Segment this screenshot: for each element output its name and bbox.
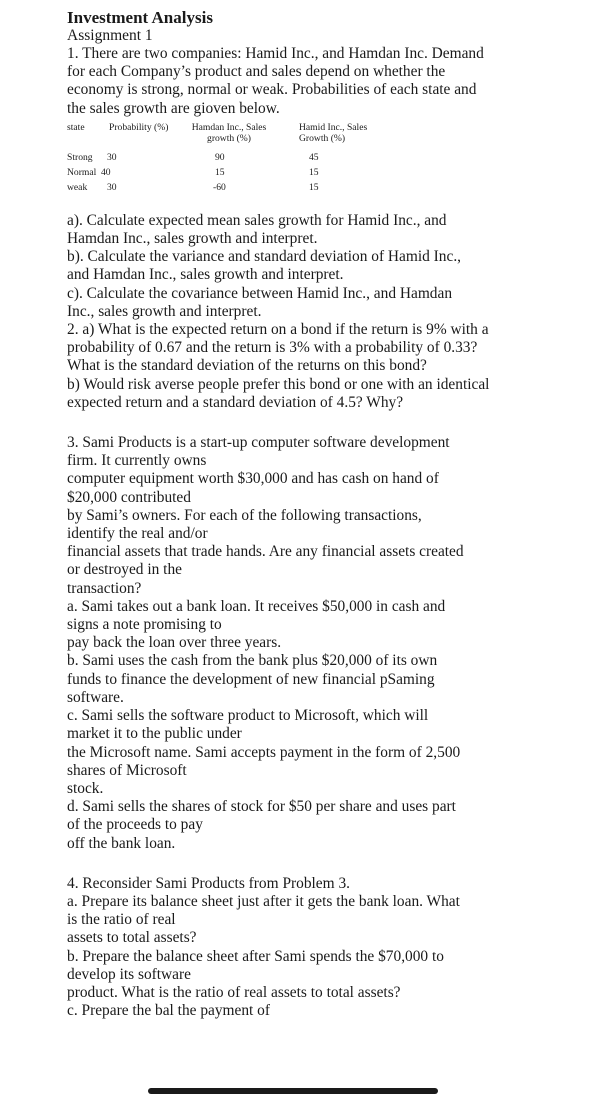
table-row-3-state: weak — [67, 181, 88, 193]
question-4c: c. Prepare the bal the payment of — [67, 1002, 270, 1020]
question-4a: a. Prepare its balance sheet just after it gets the bank loan. What is the ratio of real assets to total assets? — [67, 892, 460, 947]
table-header-state: state — [67, 121, 85, 133]
table-row-3-hamdan: -60 — [213, 181, 226, 193]
table-header-hamdan: Hamdan Inc., Sales growth (%) — [191, 121, 267, 145]
question-1a: a). Calculate expected mean sales growth for Hamid Inc., and Hamdan Inc., sales growth and interpret. — [67, 211, 447, 248]
page-bottom-edge — [0, 1094, 610, 1101]
question-3c: c. Sami sells the software product to Microsoft, which will market it to the public under the Microsoft name. Sami accepts payment in the form of 2,500 shares of Microsoft stock. — [67, 707, 461, 797]
table-row-2-hamdan: 15 — [215, 166, 225, 178]
table-header-hamid: Hamid Inc., Sales Growth (%) — [299, 121, 368, 145]
question-1-intro: 1. There are two companies: Hamid Inc., and Hamdan Inc. Demand for each Company’s product and sales depend on whether the economy is strong, normal or weak. Probabilities of each state and the sales growth are gioven below. — [67, 45, 484, 117]
question-3d: d. Sami sells the shares of stock for $50 per share and uses part of the proceeds to pay off the bank loan. — [67, 798, 456, 852]
table-row-1-hamdan: 90 — [215, 151, 225, 163]
table-header-probability: Probability (%) — [109, 121, 169, 133]
table-row-2-state: Normal — [67, 166, 97, 178]
table-row-3-probability: 30 — [107, 181, 117, 193]
question-3-intro: 3. Sami Products is a start-up computer software development firm. It currently owns computer equipment worth $30,000 and has cash on hand of $20,000 contributed by Sami’s owners. For each of the following transactions, identify the real and/or financial assets that trade hands. Are any financial assets created or destroyed in the transaction? — [67, 434, 464, 597]
table-row-1-hamid: 45 — [309, 151, 319, 163]
question-2a: 2. a) What is the expected return on a bond if the return is 9% with a probability of 0.67 and the return is 3% with a probability of 0.33? What is the standard deviation of the returns on this bond? — [67, 321, 489, 375]
sales-growth-table — [67, 122, 603, 196]
question-3a: a. Sami takes out a bank loan. It receives $50,000 in cash and signs a note promising to pay back the loan over three years. — [67, 597, 446, 652]
assignment-label: Assignment 1 — [67, 27, 153, 44]
table-row-2-hamid: 15 — [309, 166, 319, 178]
table-row-3-hamid: 15 — [309, 181, 319, 193]
document-title: Investment Analysis — [67, 8, 213, 27]
table-row-1-state: Strong — [67, 151, 93, 163]
table-row-1-probability: 30 — [107, 151, 117, 163]
question-1b: b). Calculate the variance and standard deviation of Hamid Inc., and Hamdan Inc., sales growth and interpret. — [67, 248, 462, 284]
question-4-intro: 4. Reconsider Sami Products from Problem 3. — [67, 874, 350, 892]
document-page — [67, 8, 603, 1020]
question-2b: b) Would risk averse people prefer this bond or one with an identical expected return and a standard deviation of 4.5? Why? — [67, 375, 490, 411]
table-row-2-probability: 40 — [101, 166, 111, 178]
question-1c: c). Calculate the covariance between Hamid Inc., and Hamdan Inc., sales growth and interpret. — [67, 284, 453, 320]
question-4b: b. Prepare the balance sheet after Sami spends the $70,000 to develop its software product. What is the ratio of real assets to total assets? — [67, 947, 444, 1001]
question-3b: b. Sami uses the cash from the bank plus $20,000 of its own funds to finance the development of new financial pSaming software. — [67, 652, 438, 706]
